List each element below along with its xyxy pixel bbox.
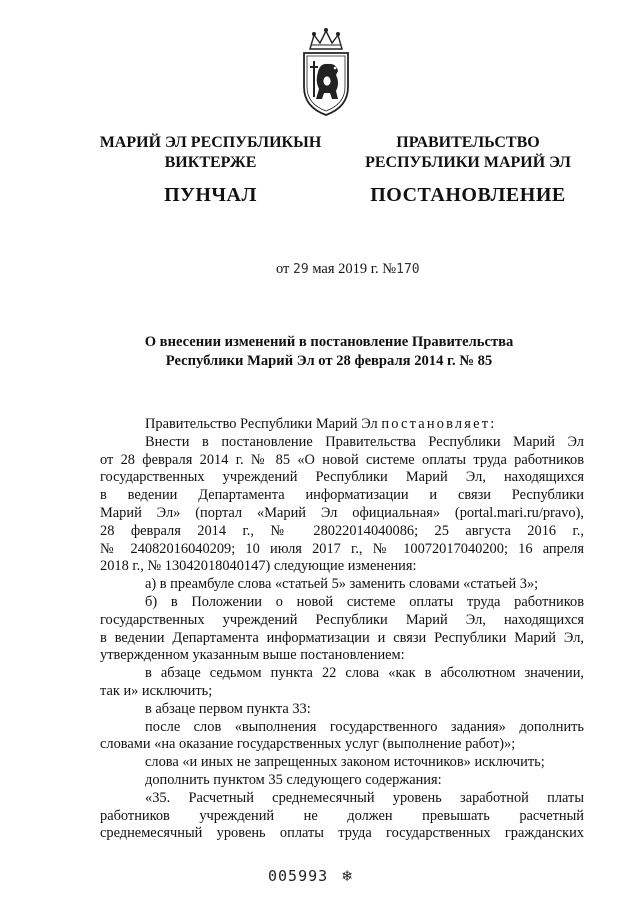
paragraph-point35-line: «35. Расчетный среднемесячный уровень заработной платы (145, 789, 584, 806)
header-left-doc-type: ПУНЧАЛ (164, 184, 257, 206)
paragraph-item-b-line: утвержденном указанным выше постановлением: (100, 647, 405, 664)
coat-of-arms-emblem (296, 27, 356, 117)
paragraph-point35-line: работников учреждений не должен превышать расчетный (100, 807, 584, 824)
paragraph-point22-line: так и» исключить; (100, 682, 213, 699)
title-line2: Республики Марий Эл от 28 февраля 2014 г. № 85 (165, 353, 493, 369)
date-day: 29 (293, 262, 309, 277)
paragraph-item-b-line: государственных учреждений Республики Марий Эл, находящихся (100, 611, 584, 628)
paragraph-amend-line: 2018 г., № 13042018040147) следующие изменения: (100, 558, 417, 575)
document-body (100, 416, 584, 843)
header-right (348, 133, 588, 205)
paragraph-amend-line: 28 февраля 2014 г., № 28022014040086; 25 августа 2016 г., (100, 522, 584, 539)
title-line1: О внесении изменений в постановление Правительства (144, 334, 514, 350)
serial-number: 005993 (268, 867, 329, 885)
header-right-doc-type: ПОСТАНОВЛЕНИЕ (370, 184, 566, 206)
document-title (105, 333, 553, 371)
paragraph-amend-line: в ведении Департамента информатизации и связи Республики (100, 487, 584, 504)
date-line (276, 261, 420, 278)
header-left-line1: МАРИЙ ЭЛ РЕСПУБЛИКЫН (99, 134, 322, 151)
paragraph-item-b-line: б) в Положении о новой системе оплаты труда работников (145, 593, 584, 610)
preamble-text: Правительство Республики Марий Эл (145, 416, 378, 432)
paragraph-preamble (100, 416, 584, 434)
date-month-year: мая 2019 г. № (312, 261, 397, 277)
paragraph-amend-line: от 28 февраля 2014 г. № 85 «О новой системе оплаты труда работников (100, 451, 584, 468)
paragraph-amend-line: Марий Эл» (портал «Марий Эл официальная» (portal.mari.ru/pravo), (100, 504, 584, 521)
header-left (88, 133, 333, 205)
paragraph-amend-line: Внести в постановление Правительства Республики Марий Эл (145, 433, 584, 450)
header-left-line2: ВИКТЕРЖЕ (164, 154, 257, 171)
paragraph-item-a: а) в преамбуле слова «статьей 5» заменить словами «статьей 3»; (145, 576, 539, 593)
paragraph-exclude-words: слова «и иных не запрещенных законом источников» исключить; (145, 754, 545, 771)
paragraph-point22-line: в абзаце седьмом пункта 22 слова «как в абсолютном значении, (145, 665, 584, 682)
date-prefix: от (276, 261, 290, 277)
paragraph-point35-line: среднемесячный уровень оплаты труда государственных гражданских (100, 825, 584, 842)
paragraph-amend-line: государственных учреждений Республики Марий Эл, находящихся (100, 469, 584, 486)
paragraph-add-words-line: после слов «выполнения государственного задания» дополнить (145, 718, 584, 735)
header-right-line1: ПРАВИТЕЛЬСТВО (396, 134, 540, 151)
paragraph-item-b-line: в ведении Департамента информатизации и связи Республики Марий Эл, (100, 629, 584, 646)
header-right-line2: РЕСПУБЛИКИ МАРИЙ ЭЛ (365, 154, 571, 171)
paragraph-add-point35: дополнить пунктом 35 следующего содержания: (145, 771, 442, 788)
paragraph-amend-line: № 24082016040209; 10 июля 2017 г., № 10072017040200; 16 апреля (100, 540, 584, 557)
paragraph-point33: в абзаце первом пункта 33: (145, 700, 311, 717)
paragraph-add-words-line: словами «на оказание государственных услуг (выполнение работ)»; (100, 736, 516, 753)
snowflake-mark-icon: ❄ (342, 866, 353, 885)
document-number: 170 (396, 262, 420, 277)
form-serial-number (268, 866, 353, 885)
preamble-verb: постановляет: (381, 416, 497, 432)
